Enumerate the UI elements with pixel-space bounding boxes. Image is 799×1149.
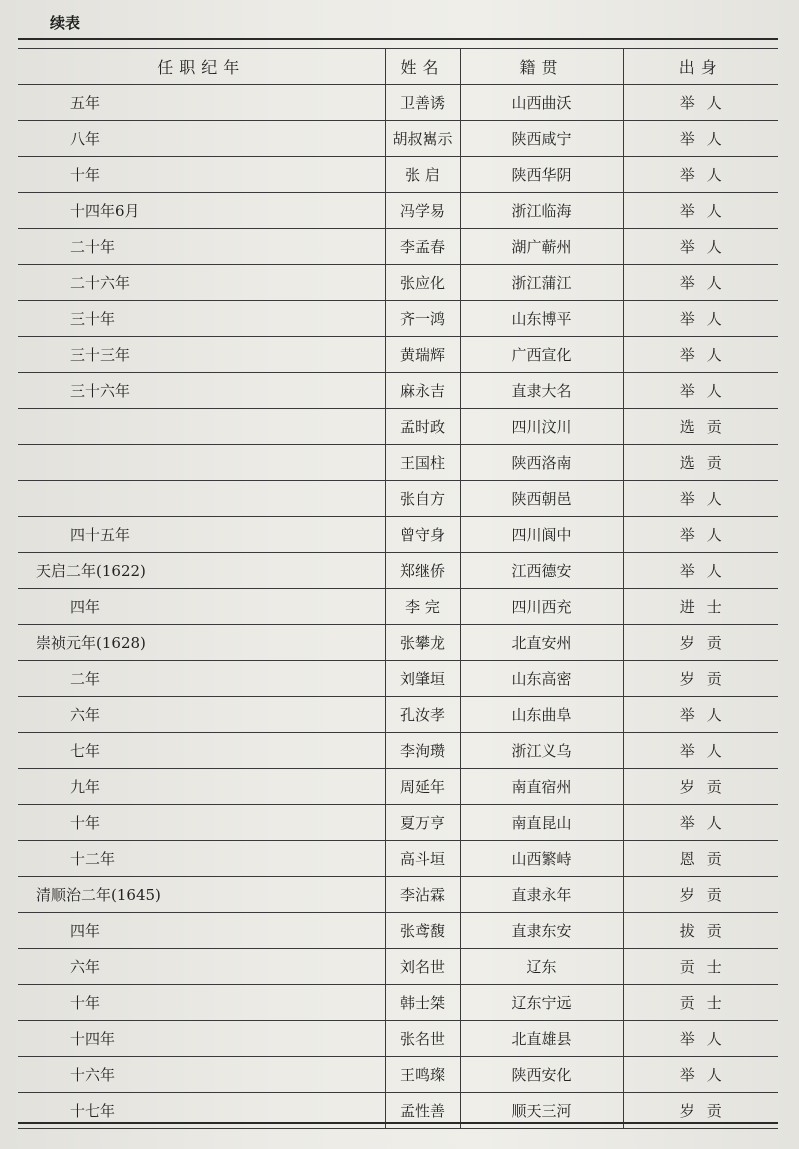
year-cell — [18, 445, 385, 481]
native-place-cell: 江西德安 — [460, 553, 623, 589]
native-place-cell: 北直雄县 — [460, 1021, 623, 1057]
native-place-cell: 山东博平 — [460, 301, 623, 337]
table-row — [18, 913, 778, 949]
year-cell: 四十五年 — [18, 517, 385, 553]
name-cell: 李孟春 — [385, 229, 460, 265]
origin-cell: 岁贡 — [623, 661, 778, 697]
native-place-cell: 山西繁峙 — [460, 841, 623, 877]
name-cell: 李沾霖 — [385, 877, 460, 913]
origin-cell: 恩贡 — [623, 841, 778, 877]
native-place-cell: 南直昆山 — [460, 805, 623, 841]
name-cell: 夏万亨 — [385, 805, 460, 841]
table-row — [18, 121, 778, 157]
native-place-cell: 直隶东安 — [460, 913, 623, 949]
year-cell: 五年 — [18, 85, 385, 121]
name-cell: 李 完 — [385, 589, 460, 625]
origin-cell: 举人 — [623, 337, 778, 373]
name-cell: 李洵瓒 — [385, 733, 460, 769]
table-row — [18, 589, 778, 625]
officials-table — [18, 48, 778, 1129]
header-name: 姓名 — [385, 49, 460, 85]
native-place-cell: 辽东宁远 — [460, 985, 623, 1021]
year-cell: 十年 — [18, 157, 385, 193]
origin-cell: 举人 — [623, 121, 778, 157]
origin-cell: 举人 — [623, 481, 778, 517]
name-cell: 张应化 — [385, 265, 460, 301]
table-row — [18, 841, 778, 877]
table-row — [18, 733, 778, 769]
table-row — [18, 769, 778, 805]
native-place-cell: 顺天三河 — [460, 1093, 623, 1129]
origin-cell: 岁贡 — [623, 769, 778, 805]
table-row — [18, 265, 778, 301]
table-row — [18, 301, 778, 337]
native-place-cell: 陕西咸宁 — [460, 121, 623, 157]
table-row — [18, 409, 778, 445]
origin-cell: 选贡 — [623, 409, 778, 445]
native-place-cell: 山西曲沃 — [460, 85, 623, 121]
year-cell: 清顺治二年(1645) — [18, 877, 385, 913]
name-cell: 高斗垣 — [385, 841, 460, 877]
name-cell: 麻永吉 — [385, 373, 460, 409]
bottom-rule — [18, 1122, 778, 1124]
year-cell: 十年 — [18, 985, 385, 1021]
origin-cell: 举人 — [623, 1057, 778, 1093]
name-cell: 刘名世 — [385, 949, 460, 985]
origin-cell: 举人 — [623, 265, 778, 301]
origin-cell: 举人 — [623, 553, 778, 589]
year-cell: 三十三年 — [18, 337, 385, 373]
continued-label: 续表 — [50, 14, 81, 32]
table-row — [18, 157, 778, 193]
table-row — [18, 373, 778, 409]
native-place-cell: 四川汶川 — [460, 409, 623, 445]
origin-cell: 岁贡 — [623, 877, 778, 913]
name-cell: 曾守身 — [385, 517, 460, 553]
native-place-cell: 南直宿州 — [460, 769, 623, 805]
origin-cell: 举人 — [623, 517, 778, 553]
native-place-cell: 直隶大名 — [460, 373, 623, 409]
year-cell: 十七年 — [18, 1093, 385, 1129]
name-cell: 郑继侨 — [385, 553, 460, 589]
name-cell: 冯学易 — [385, 193, 460, 229]
table-row — [18, 625, 778, 661]
name-cell: 王鸣璨 — [385, 1057, 460, 1093]
origin-cell: 进士 — [623, 589, 778, 625]
native-place-cell: 山东高密 — [460, 661, 623, 697]
native-place-cell: 陕西华阴 — [460, 157, 623, 193]
table-row — [18, 337, 778, 373]
native-place-cell: 北直安州 — [460, 625, 623, 661]
table-row — [18, 697, 778, 733]
year-cell: 崇祯元年(1628) — [18, 625, 385, 661]
table-row — [18, 805, 778, 841]
origin-cell: 岁贡 — [623, 1093, 778, 1129]
origin-cell: 贡士 — [623, 985, 778, 1021]
name-cell: 张名世 — [385, 1021, 460, 1057]
name-cell: 韩士桀 — [385, 985, 460, 1021]
native-place-cell: 辽东 — [460, 949, 623, 985]
table-row — [18, 445, 778, 481]
origin-cell: 举人 — [623, 85, 778, 121]
name-cell: 周延年 — [385, 769, 460, 805]
year-cell: 九年 — [18, 769, 385, 805]
table-row — [18, 661, 778, 697]
name-cell: 黄瑞辉 — [385, 337, 460, 373]
table-row — [18, 1057, 778, 1093]
year-cell: 三十年 — [18, 301, 385, 337]
origin-cell: 举人 — [623, 1021, 778, 1057]
table-row — [18, 553, 778, 589]
name-cell: 卫善诱 — [385, 85, 460, 121]
origin-cell: 选贡 — [623, 445, 778, 481]
table-row — [18, 193, 778, 229]
native-place-cell: 陕西洛南 — [460, 445, 623, 481]
name-cell: 孔汝孝 — [385, 697, 460, 733]
origin-cell: 举人 — [623, 697, 778, 733]
year-cell: 七年 — [18, 733, 385, 769]
name-cell: 孟时政 — [385, 409, 460, 445]
table-row — [18, 481, 778, 517]
year-cell: 八年 — [18, 121, 385, 157]
native-place-cell: 广西宣化 — [460, 337, 623, 373]
origin-cell: 举人 — [623, 733, 778, 769]
table-row — [18, 85, 778, 121]
top-rule — [18, 38, 778, 40]
table-row — [18, 877, 778, 913]
origin-cell: 举人 — [623, 301, 778, 337]
table-row — [18, 517, 778, 553]
origin-cell: 岁贡 — [623, 625, 778, 661]
origin-cell: 拔贡 — [623, 913, 778, 949]
native-place-cell: 浙江蒲江 — [460, 265, 623, 301]
year-cell: 十四年6月 — [18, 193, 385, 229]
name-cell: 王国柱 — [385, 445, 460, 481]
origin-cell: 举人 — [623, 373, 778, 409]
origin-cell: 举人 — [623, 193, 778, 229]
native-place-cell: 陕西朝邑 — [460, 481, 623, 517]
year-cell: 六年 — [18, 949, 385, 985]
name-cell: 胡叔嶲示 — [385, 121, 460, 157]
table-row — [18, 229, 778, 265]
name-cell: 张 启 — [385, 157, 460, 193]
year-cell: 天启二年(1622) — [18, 553, 385, 589]
year-cell: 三十六年 — [18, 373, 385, 409]
native-place-cell: 山东曲阜 — [460, 697, 623, 733]
table-row — [18, 985, 778, 1021]
year-cell — [18, 481, 385, 517]
header-row — [18, 49, 778, 85]
native-place-cell: 浙江义乌 — [460, 733, 623, 769]
origin-cell: 举人 — [623, 805, 778, 841]
year-cell: 十四年 — [18, 1021, 385, 1057]
year-cell: 四年 — [18, 589, 385, 625]
year-cell: 六年 — [18, 697, 385, 733]
table-row — [18, 1021, 778, 1057]
table-row — [18, 949, 778, 985]
header-native-place: 籍贯 — [460, 49, 623, 85]
native-place-cell: 湖广蕲州 — [460, 229, 623, 265]
name-cell: 张攀龙 — [385, 625, 460, 661]
name-cell: 张鸢馥 — [385, 913, 460, 949]
origin-cell: 贡士 — [623, 949, 778, 985]
name-cell: 刘肇垣 — [385, 661, 460, 697]
native-place-cell: 陕西安化 — [460, 1057, 623, 1093]
origin-cell: 举人 — [623, 157, 778, 193]
name-cell: 张自方 — [385, 481, 460, 517]
native-place-cell: 四川西充 — [460, 589, 623, 625]
name-cell: 孟性善 — [385, 1093, 460, 1129]
year-cell: 十二年 — [18, 841, 385, 877]
year-cell: 二年 — [18, 661, 385, 697]
year-cell: 二十六年 — [18, 265, 385, 301]
year-cell: 二十年 — [18, 229, 385, 265]
year-cell — [18, 409, 385, 445]
year-cell: 十六年 — [18, 1057, 385, 1093]
table-body — [18, 85, 778, 1129]
header-origin: 出身 — [623, 49, 778, 85]
native-place-cell: 直隶永年 — [460, 877, 623, 913]
native-place-cell: 浙江临海 — [460, 193, 623, 229]
native-place-cell: 四川阆中 — [460, 517, 623, 553]
year-cell: 十年 — [18, 805, 385, 841]
origin-cell: 举人 — [623, 229, 778, 265]
year-cell: 四年 — [18, 913, 385, 949]
header-year: 任职纪年 — [18, 49, 385, 85]
name-cell: 齐一鸿 — [385, 301, 460, 337]
